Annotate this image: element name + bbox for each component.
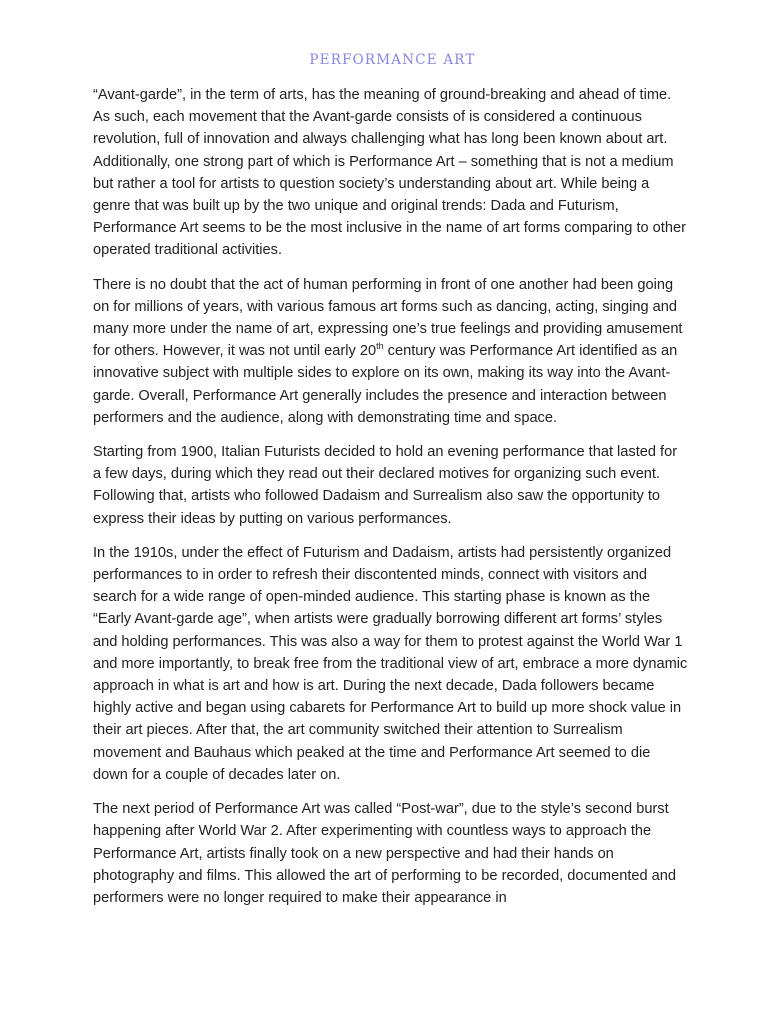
paragraph-human-performing [93,274,688,429]
paragraph-italian-futurists: Starting from 1900, Italian Futurists decided to hold an evening performance that lasted for a few days, during which they read out their declared motives for organizing such event. Following that, artists who followed Dadaism and Surrealism also saw the opportunity to express their ideas by putting on various performances. [93,444,678,527]
paragraph-post-war: The next period of Performance Art was called “Post-war”, due to the style’s second burst happening after World War 2. After experimenting with countless ways to approach the Performance Art, artists finally took on a new perspective and had their hands on photography and films. This allowed the art of performing to be recorded, documented and performers were no longer required to make their appearance in [93,801,677,906]
paragraph-text: century was Performance Art identified as an innovative subject with multiple sides to explore on its own, making its way into the Avant-garde. Overall, Performance Art generally includes the presence and interaction between performers and the audience, along with demonstrating time and space. [93,343,678,426]
document-title: PERFORMANCE ART [309,52,476,68]
paragraph-avant-garde: “Avant-garde”, in the term of arts, has the meaning of ground-breaking and ahead of time. As such, each movement that the Avant-garde consists of is considered a continuous revolution, full of innovation and always challenging what has long been known about art. Additionally, one strong part of which is Performance Art – something that is not a medium but rather a tool for artists to question society’s understanding about art. While being a genre that was built up by the two unique and original trends: Dada and Futurism, Performance Art seems to be the most inclusive in the name of art forms comparing to other operated traditional activities. [93,87,686,259]
paragraph-1910s: In the 1910s, under the effect of Futurism and Dadaism, artists had persistently organized performances to in order to refresh their discontented minds, connect with visitors and search for a wide range of open-minded audience. This starting phase is known as the “Early Avant-garde age”, when artists were gradually borrowing different art forms’ styles and holding performances. This was also a way for them to protest against the World War 1 and more importantly, to break free from the traditional view of art, embrace a more dynamic approach in what is art and how is art. During the next decade, Dada followers became highly active and began using cabarets for Performance Art to build up more shock value in their art pieces. After that, the art community switched their attention to Surrealism movement and Bauhaus which peaked at the time and Performance Art seemed to die down for a couple of decades later on. [93,544,688,783]
ordinal-superscript: th [376,341,384,352]
paragraph-text: There is no doubt that the act of human performing in front of one another had been going on for millions of years, with various famous art forms such as dancing, acting, singing and many more under the name of art, expressing one’s true feelings and providing amusement for others. However, it was not until early 20 [93,276,683,360]
